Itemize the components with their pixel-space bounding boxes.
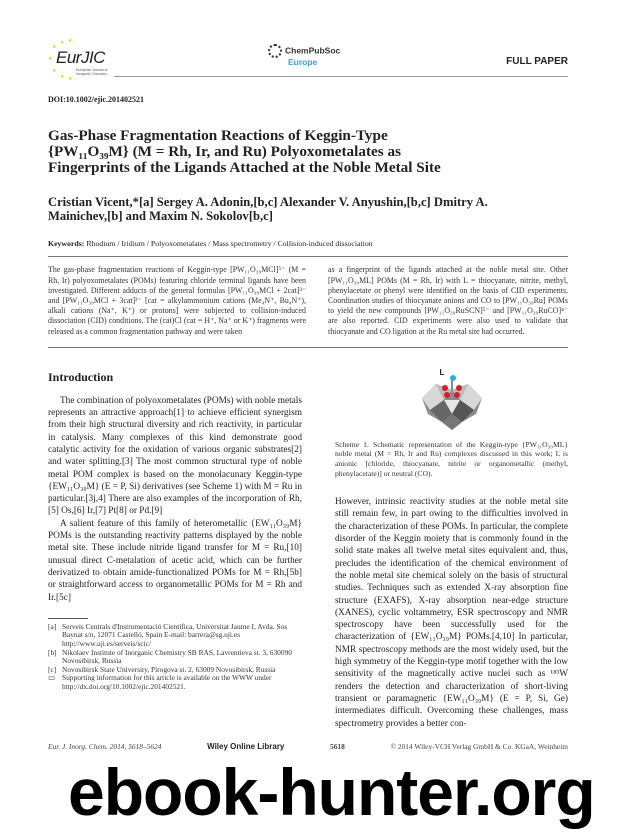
society-logo-line1: ChemPubSoc (285, 45, 341, 56)
left-column (48, 370, 302, 730)
page-number: 5618 (330, 741, 345, 751)
computer-icon: ▭ (48, 673, 55, 683)
affiliations (48, 623, 302, 692)
left-column-body (48, 395, 302, 604)
article-type: FULL PAPER (506, 56, 568, 67)
paragraph: A salient feature of this family of heterometallic {EW₁₁O₃₉M} POMs is the outstanding reactivity patterns displayed by the noble metal site. These include nitride ligand transfer for M = Ru,[10] unusual direct C-metalation of acetic acid, which can be further derivatized to obtain amide-functionalized POMs for M = Rh,[5b] or straightforward access to organometallic POMs for M = Rh and Ir.[5c] (48, 518, 302, 603)
footnote-rule (48, 618, 88, 619)
ligand-label: L (439, 367, 445, 377)
scheme-caption: Scheme 1. Schematic representation of the Keggin-type {PW₁₁O₃₉ML} noble metal (M = Rh, Ir and Ru) complexes discussed in this work; L is anionic [chloride, thiocyanate, nitrite or organometallic (methyl, phenylacetate)] or neutral (CO). (335, 439, 568, 478)
body-columns (48, 367, 568, 730)
keywords-label: Keywords: (48, 239, 85, 249)
supporting-info-note: ▭ Supporting information for this article is available on the WWW under http://dx.doi.org/10.1002/ejic.201402521. (48, 673, 272, 692)
society-logo-line2: Europe (288, 57, 318, 67)
journal-logo-subtitle: European Journal of Inorganic Chemistry (76, 68, 108, 76)
abstract (48, 256, 568, 347)
footnote-c: [c] Novosibirsk State University, Pirogova st. 2, 63009 Novosibirsk, Russia (48, 664, 276, 674)
article-title: Gas-Phase Fragmentation Reactions of Keggin-Type {PW₁₁O₃₉M} (M = Rh, Ir, and Ru) Polyoxometalates as Fingerprints of the Ligands Attached at the Noble Metal Site (48, 127, 441, 176)
copyright: © 2014 Wiley-VCH Verlag GmbH & Co. KGaA, Weinheim (390, 741, 568, 751)
keggin-structure-figure (416, 367, 488, 432)
footer-citation: Eur. J. Inorg. Chem. 2014, 5618–5624 (48, 741, 162, 751)
chempubsoc-icon (268, 44, 282, 58)
footer-library: Wiley Online Library (207, 741, 285, 751)
abstract-left: The gas-phase fragmentation reactions of Keggin-type [PW₁₁O₃₉MCl]⁵⁻ (M = Rh, Ir) polyoxometalates (POMs) featuring chloride terminal ligands have been investigated. Different adducts of the general formulas [PW₁₁O₃₉MCl + 2cat]³⁻ and [PW₁₁O₃₉MCl + 3cat]²⁻ [cat = alkylammonium cations (Me₄N⁺, Bu₄N⁺), alkali cations (Na⁺, K⁺) or protons] were subjected to collision-induced dissociation (CID) conditions. The (cat)Cl (cat = H⁺, Na⁺ or K⁺) fragments were released as a common fragmentation pathway and were taken (48, 265, 306, 336)
journal-logo: ★ ★ ★ ★ ★ ★ ★ EurJIC European Journal of Inorganic Chemistry (48, 38, 118, 82)
paragraph: The combination of polyoxometalates (POMs) with noble metals represents an attractive approach[1] to achieve efficient synergism from their high structural diversity and rich reactivity, in particular in catalysis. Many complexes of this kind demonstrate good catalytic activity for the oxidation of various organic substrates[2] and water splitting.[3] The most common structural type of noble metal POM complex is based on the monolacunary Keggin-type {EW₁₁O₃₉M} (E = P, Si) derivatives (see Scheme 1) with M = Ru in particular.[3j,4] There are also examples of the incorporation of Rh,[5] Os,[6] Ir,[7] Pt[8] or Pd.[9] (48, 395, 302, 517)
doi: DOI:10.1002/ejic.201402521 (48, 95, 144, 104)
watermark: ebook-hunter.org (68, 754, 595, 829)
page-header (48, 38, 568, 82)
paragraph: However, intrinsic reactivity studies at the noble metal site still remain few, in part owing to the difficulties involved in the characterization of these POMs. In particular, the complete disorder of the Keggin moiety that is commonly found in the solid state makes all twelve metal sites equivalent and, thus, precludes the identification of the chemical environment of the noble metal site chemical solely on the basis of structural studies. Techniques such as extended X-ray absorption fine structure (EXAFS), X-ray absorption near-edge structure (XANES), cyclic voltammetry, ESR spectroscopy and NMR spectroscopy have been successfully used for the characterization of {EW₁₁O₃₉M} POMs.[4,10] In particular, NMR spectroscopy methods are the most widely used, but the high symmetry of the Keggin-type motif together with the low sensitivity of the magnetically active nuclei such as ¹⁸³W renders the detection and characterization of short-living transient or paramagnetic {EW₁₁O₃₉M} (E = P, Si, Ge) intermediates difficult. Overcoming these challenges, mass spectrometry provides a better con- (335, 497, 568, 729)
journal-logo-text: EurJIC (56, 48, 105, 67)
right-column (335, 367, 568, 730)
right-column-body (335, 496, 568, 730)
society-logo (268, 44, 340, 67)
header-rule (114, 76, 568, 77)
authors: Cristian Vicent,*[a] Sergey A. Adonin,[b,c] Alexander V. Anyushin,[b,c] Dmitry A. Mainichev,[b] and Maxim N. Sokolov[b,c] (48, 195, 488, 224)
page-footer (48, 742, 568, 751)
keywords (48, 239, 568, 248)
footnote-a: [a] Serveis Centrals d'Instrumentació Científica, Universitat Jaume I, Avda. Sos Baynat s/n, 12071 Castelló, Spain E-mail: barrera@sg.uji.es http://www.uji.es/serveis/scic/ (48, 621, 288, 649)
abstract-right: as a fingerprint of the ligands attached at the noble metal site. Other [PW₁₁O₃₉ML] POMs (M = Rh, Ir) with L = thiocyanate, nitrite, methyl, phenylacetate or phenyl were identified on the basis of CID experiments. Coordination studies of thiocyanate anions and CO to [PW₁₁O₃₉Ru] POMs to yield the new compounds [PW₁₁O₃₉RuSCN]⁵⁻ and [PW₁₁O₃₉RuCO]⁴⁻ are also reported. CID experiments were also used to validate that thiocyanate and CO ligation at the Ru metal site had occurred. (328, 265, 568, 336)
section-heading-introduction: Introduction (48, 369, 114, 384)
footnote-b: [b] Nikolaev Institute of Inorganic Chemistry SB RAS, Lavrentieva st. 3, 630090 Novosibirsk, Russia (48, 647, 292, 666)
keywords-list: Rhodium / Iridium / Polyoxometalates / Mass spectrometry / Collision-induced dissociation (86, 239, 373, 249)
